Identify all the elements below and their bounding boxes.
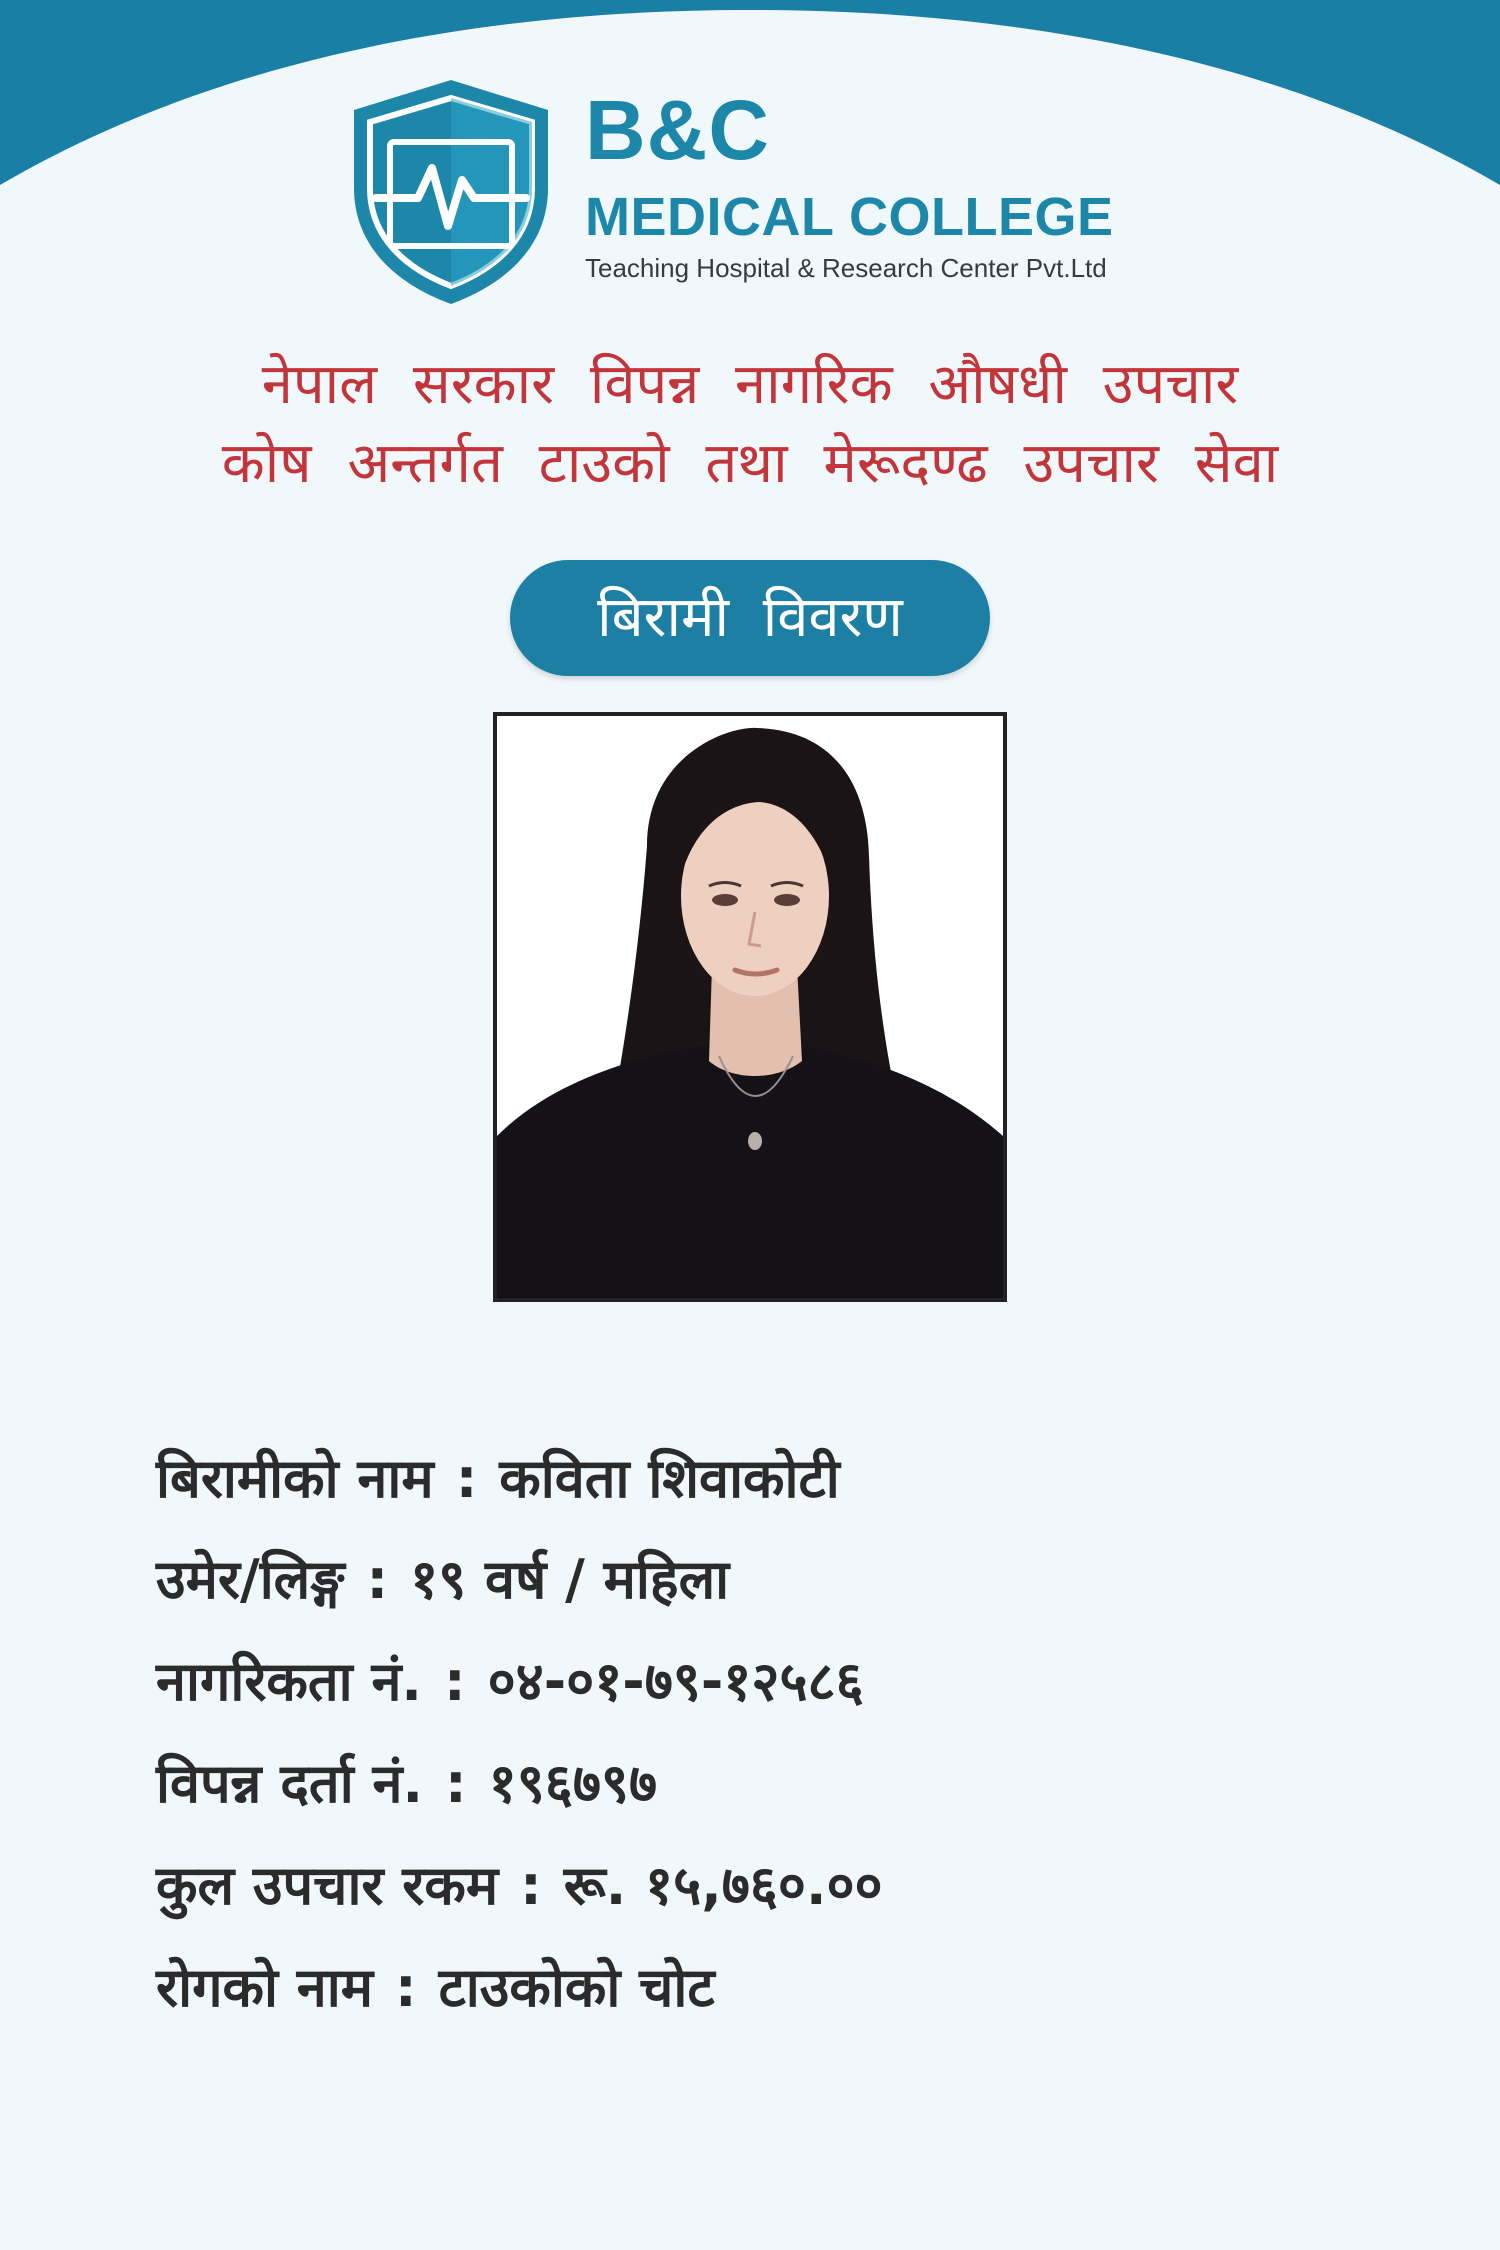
age-gender-label: उमेर/लिङ्ग <box>156 1548 345 1611</box>
section-title-badge <box>510 560 990 676</box>
registration-number-label: विपन्न दर्ता नं. <box>156 1752 423 1815</box>
brand-name: B&C <box>585 83 770 177</box>
patient-photo <box>493 712 1007 1302</box>
registration-number-value: १९६७९७ <box>488 1752 658 1815</box>
patient-name-value: कविता शिवाकोटी <box>499 1447 840 1510</box>
treatment-amount-row <box>156 1854 1356 1917</box>
separator: : <box>394 1956 417 2019</box>
brand-subtitle: MEDICAL COLLEGE <box>585 187 1114 247</box>
age-gender-row <box>156 1548 1356 1611</box>
citizenship-number-row <box>156 1650 1356 1713</box>
separator: : <box>443 1650 466 1713</box>
separator: : <box>445 1752 467 1815</box>
separator: : <box>520 1854 542 1917</box>
separator: : <box>455 1447 478 1510</box>
registration-number-row <box>156 1752 1356 1815</box>
age-gender-value: १९ वर्ष / महिला <box>410 1548 730 1611</box>
disease-name-row <box>156 1956 1356 2019</box>
separator: : <box>366 1548 389 1611</box>
treatment-amount-value: रू. १५,७६०.०० <box>563 1854 883 1917</box>
patient-name-label: बिरामीको नाम <box>156 1447 434 1510</box>
disease-name-label: रोगको नाम <box>156 1956 373 2019</box>
program-headline-line-2: कोष अन्तर्गत टाउको तथा मेरूदण्ढ उपचार सेवा <box>221 431 1279 496</box>
treatment-amount-label: कुल उपचार रकम <box>156 1854 499 1917</box>
section-title: बिरामी विवरण <box>597 585 903 650</box>
citizenship-number-label: नागरिकता नं. <box>156 1650 422 1713</box>
shield-heartbeat-icon <box>346 76 556 308</box>
disease-name-value: टाउकोको चोट <box>438 1956 715 2019</box>
citizenship-number-value: ०४-०१-७९-१२५८६ <box>487 1650 864 1713</box>
program-headline-line-1: नेपाल सरकार विपन्न नागरिक औषधी उपचार <box>261 352 1239 417</box>
brand-tagline: Teaching Hospital & Research Center Pvt.Ltd <box>585 253 1107 283</box>
patient-name-row <box>156 1447 1356 1510</box>
